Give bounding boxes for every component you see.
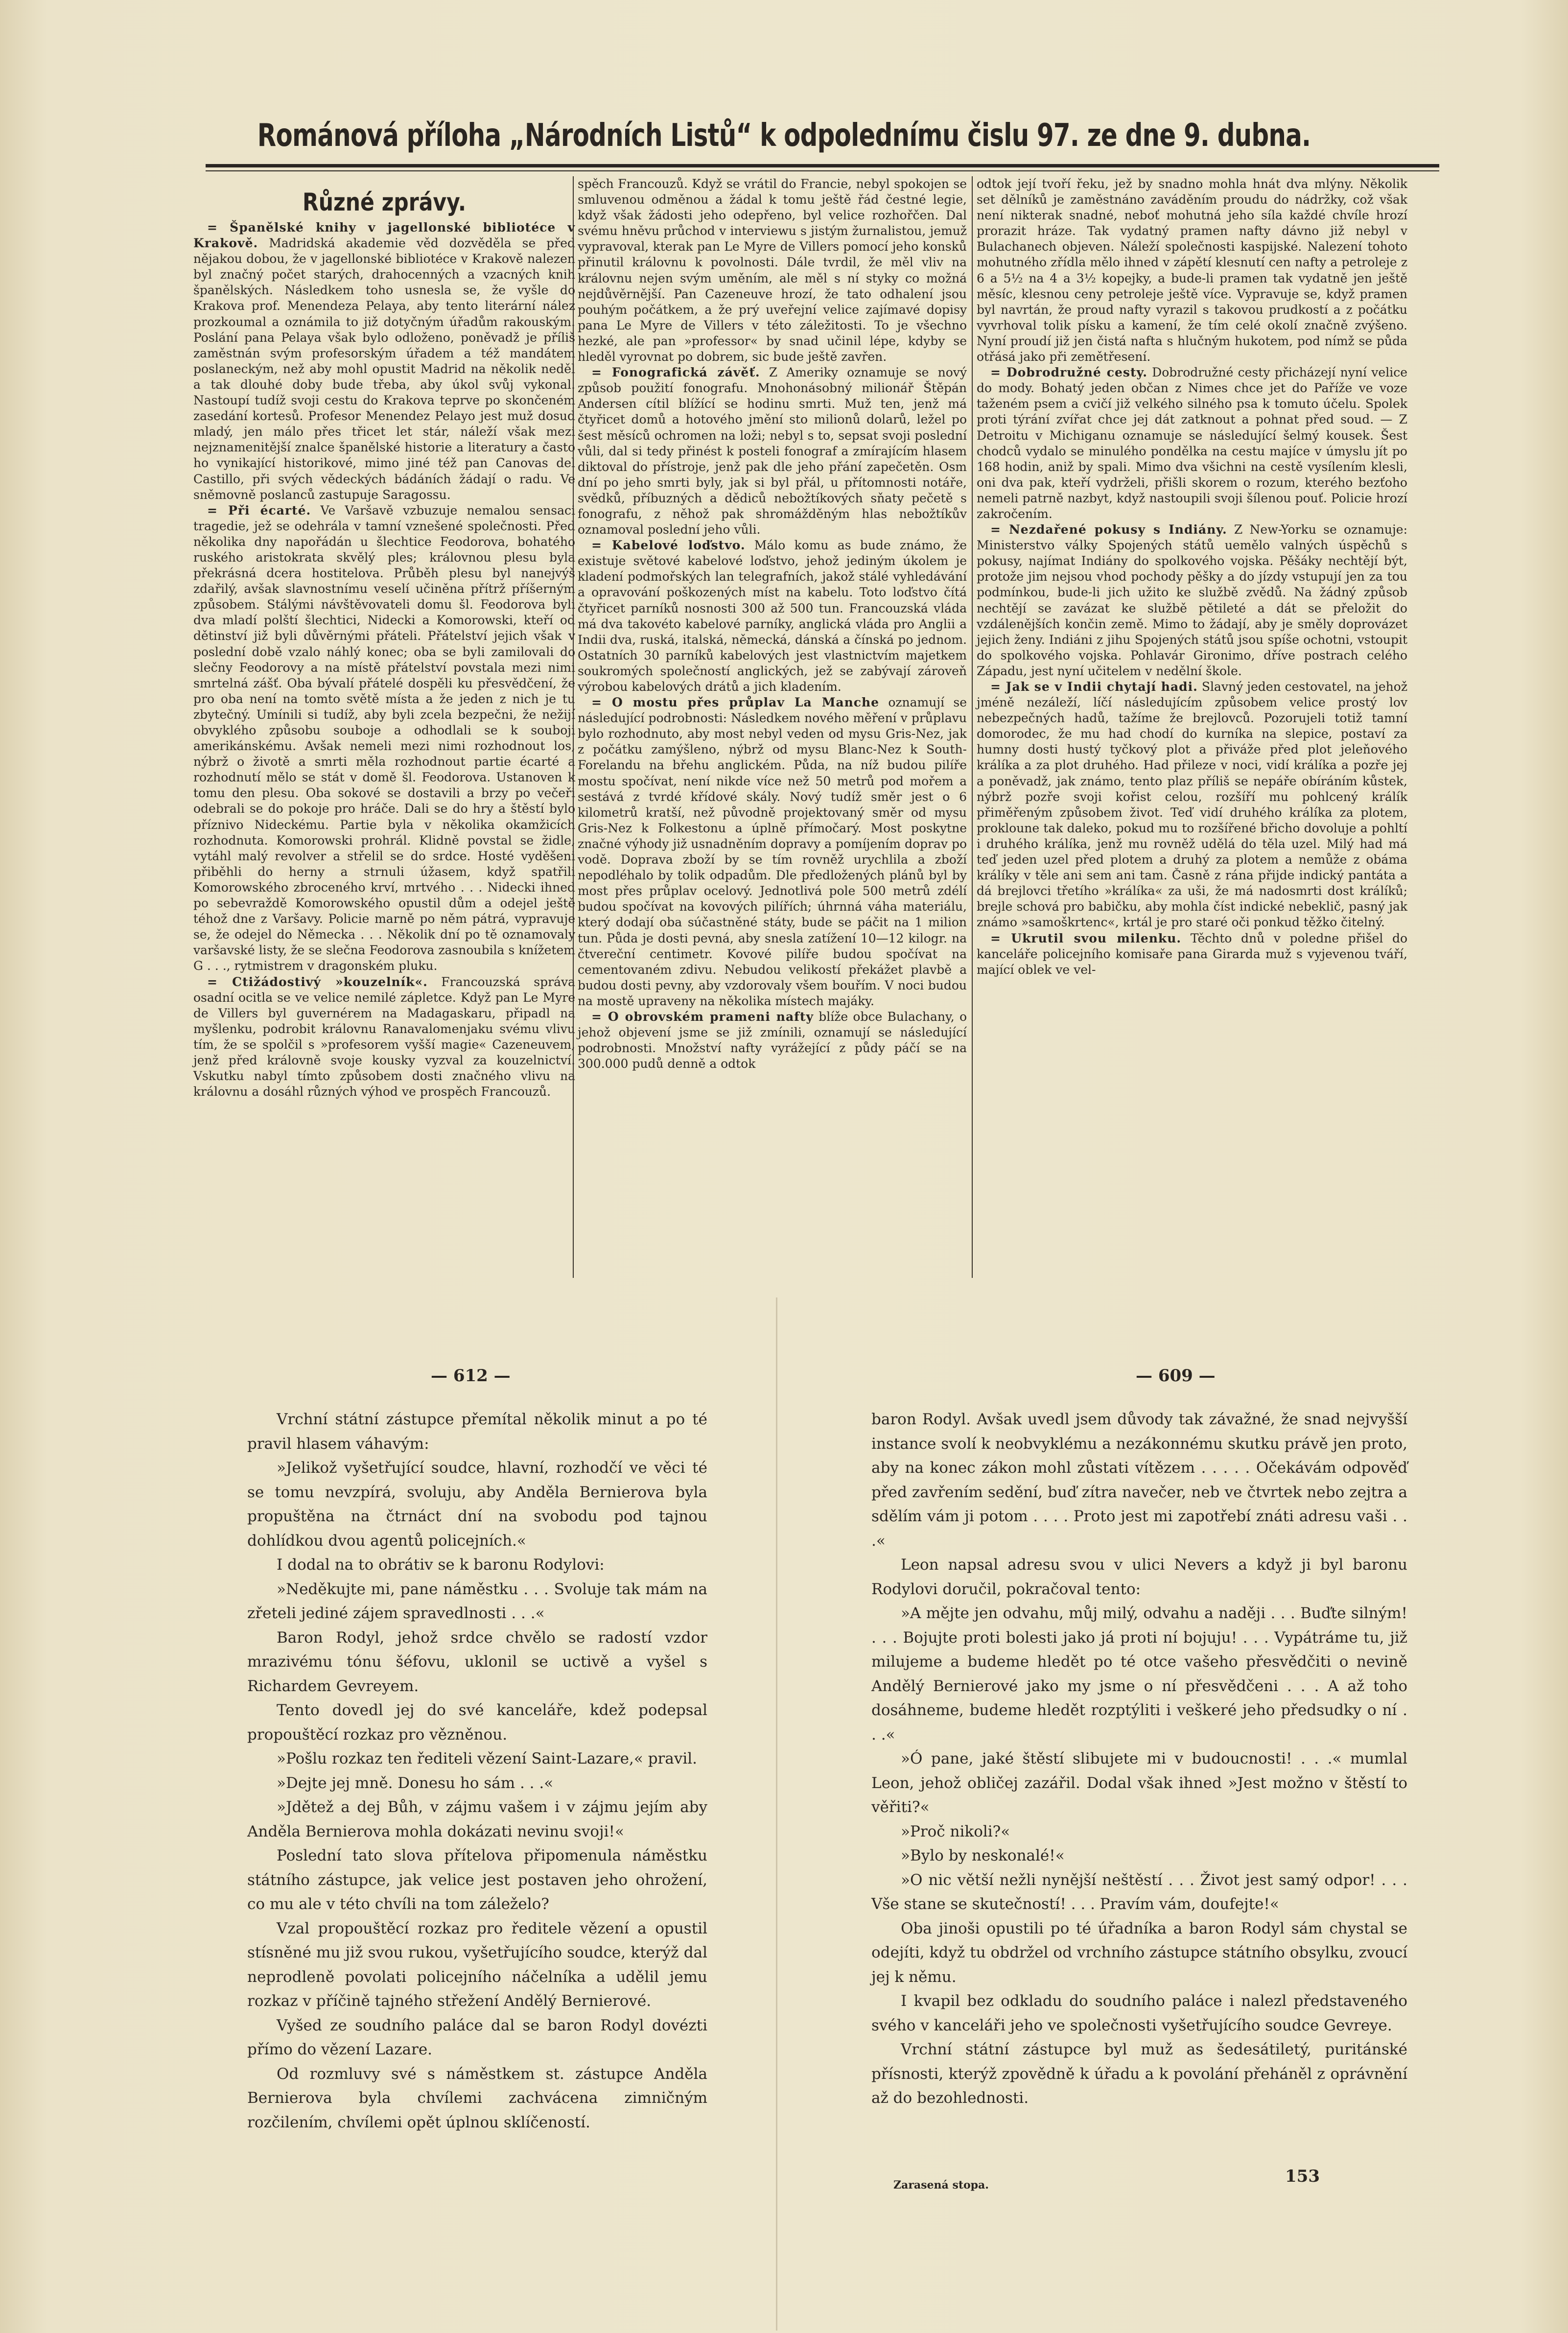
article-rubric: = Ukrutil svou milenku.: [990, 931, 1182, 945]
page-fold: [776, 1297, 777, 2331]
novel-paragraph: »Dejte jej mně. Donesu ho sám . . .«: [277, 1774, 554, 1792]
article-text: odtok její tvoří řeku, jež by snadno mohla hnát dva mlýny. Několik set dělníků je zaměstnáno zaváděním proudu do nádržky, což však není nikterak snadné, neboť mohutná jeho síla každé chvíle hrozí prorazit hráze. Tak vydatný pramen nafty dávno již nebyl v Bulachanech objeven. Náleží společnosti kaspijské. Nalezení tohoto mohutného zřídla mělo ihned v zápětí klesnutí cen nafty a petroleje z 6 a 5½ na 4 a 3½ kopejky, a bude-li pramen tak vydatně jen ještě měsíc, klesnou ceny petroleje ještě více. Vypravuje se, když pramen byl navrtán, že proud nafty vyrazil s takovou prudkostí a z počátku vyvrhoval tolik písku a kamení, že tím celé okolí značně zvýšeno. Nyní proudí již jen čistá nafta s hlučným hukotem, pod nímž se půda otřásá jako při zemětřesení.: [977, 177, 1407, 364]
novel-paragraph: »Neděkujte mi, pane náměstku . . . Svoluje tak mám na zřeteli jediné zájem spravedlnosti . . .«: [247, 1580, 707, 1622]
upper-column-2: [578, 176, 967, 1072]
page-header: Románová příloha „Národních Listů“ k odpolednímu čislu 97. ze dne 9. dubna.: [257, 118, 1311, 154]
novel-paragraph: I dodal na to obrátiv se k baronu Rodylovi:: [277, 1556, 605, 1574]
article: [193, 503, 575, 974]
novel-paragraph: Vzal propouštěcí rozkaz pro ředitele vězení a opustil stísněné mu již svou rukou, vyšetřujícího soudce, kterýž dal neprodleně povolati policejního náčelníka a udělil jemu rozkaz v příčině tajného střežení Andělý Bernierové.: [247, 1919, 707, 2010]
novel-paragraph: »Pošlu rozkaz ten řediteli vězení Saint-Lazare,« pravil.: [277, 1750, 698, 1767]
header-rule-thin: [206, 170, 1439, 171]
article-rubric: = Jak se v Indii chytají hadi.: [990, 680, 1198, 694]
page-number-left: — 612 —: [431, 1366, 511, 1386]
header-rule: [206, 164, 1439, 167]
article-text: blíže obce Bulachany, o jehož objevení jsme se již zmínili, oznamují se následující podrobnosti. Množství nafty vyrážející z půdy páčí se na 300.000 pudů denně a odtok: [578, 1009, 967, 1071]
novel-paragraph: »Ó pane, jaké štěstí slibujete mi v budoucnosti! . . .« mumlal Leon, jehož obličej zazářil. Dodal však ihned »Jest možno v štěstí to věřiti?«: [871, 1750, 1407, 1816]
novel-paragraph: Poslední tato slova přítelova připomenula náměstku státního zástupce, jak velice jest postaven jeho ohrožení, co mu ale v této chvíli na tom záleželo?: [247, 1847, 707, 1913]
article-text: Ve Varšavě vzbuzuje nemalou sensaci tragedie, jež se odehrála v tamní vznešené společnosti. Před několika dny napořádán u šlechtice Feodorova, bohatého ruského aristokrata skvělý ples; královnou plesu byla překrásná dcera hostitelova. Průběh plesu byl nanejvýš zdařilý, avšak slavnostnímu veselí učiněna přítrž příšerným způsobem. Stálými návštěvovateli domu šl. Feodorova byli dva mladí polští šlechtici, Nidecki a Komorowski, kteří od dětinství již byli důvěrnými přáteli. Přátelství jejich však v poslední době vzalo náhlý konec; oba se byli zamilovali do slečny Feodorovy a na místě přátelství povstala mezi nimi smrtelná zášť. Oba bývalí přátelé dospěli ku přesvědčení, že pro oba není na tomto světě místa a že jeden z nich je tu zbytečný. Umínili si tudíž, aby byli zcela bezpečni, že nežijí obvyklého způsobu souboje a odhodlali se k souboji amerikánskému. Avšak nemeli mezi nimi rozhodnout los, nýbrž o životě a smrti měla rozhodnout partie écarté a rozhodnutí mělo se stát v domě šl. Feodorova. Ustanoven k tomu den plesu. Oba sokové se dostavili a brzy po večeři odebrali se do pokoje pro hráče. Dali se do hry a štěstí bylo příznivo Nideckému. Partie byla v několika okamžicích rozhodnuta. Komorowski prohrál. Klidně povstal se židle, vytáhl malý revolver a střelil se do srdce. Hosté vyděšeni přiběhli do herny a strnuli úžasem, když spatřili Komorowského zbroceného krví, mrtvého . . . Nidecki ihned po sebevraždě Komorowského opustil dům a odejel ještě téhož dne z Varšavy. Policie marně po něm pátrá, vypravuje se, že odejel do Německa . . . Několik dní po tě oznamovaly varšavské listy, že se slečna Feodorova zasnoubila s knížetem G . . ., rytmistrem v dragonském pluku.: [193, 503, 575, 973]
article-text: Z New-Yorku se oznamuje: Ministerstvo války Spojených států uemělo valných úspěchů s pokusy, najímat Indiány do spolkového vojska. Pěšáky nechtějí být, protože jim nejsou vhod pochody pěšky a do jízdy vstupují jen za tou podmínkou, bude-li jich užito ke službě zvědů. Na žádný způsob nechtějí se zavázat ke službě pětileté a dát se přeložit do vzdálenějších končin země. Mimo to žádají, aby je směly doprovázet jejich ženy. Indiáni z jihu Spojených států jsou spíše ochotni, vstoupit do spolkového vojska. Pohlavár Gironimo, dříve postrach celého Západu, jest nyní učitelem v nedělní škole.: [977, 522, 1408, 678]
page-number-right: — 609 —: [1136, 1366, 1216, 1386]
column-divider: [972, 176, 973, 1278]
footer-note: Zarasená stopa.: [893, 2179, 989, 2192]
article-rubric: = Španělské knihy v jagellonské bibliotéce v Krakově.: [193, 220, 575, 251]
article: [578, 365, 967, 538]
article: [578, 1009, 967, 1072]
article: [977, 365, 1407, 522]
article-text: Málo komu as bude známo, že existuje světové kabelové loďstvo, jehož jediným úkolem je kladení podmořských lan telegrafních, jakož stálé vyhledávání a opravování poškozených míst na kabelu. Toto loďstvo čítá čtyřicet parníků nosnosti 300 až 500 tun. Francouzská vláda má dva takovéto kabelové parníky, anglická vláda pro Anglii a Indii dva, ruská, italská, německá, dánská a čínská po jednom. Ostatních 30 parníků kabelových jest vlastnictvím majetkem soukromých společností anglických, jež se zabývají zároveň výrobou kabelových drátů a jich kladením.: [578, 538, 967, 694]
novel-column-left: [247, 1408, 707, 2135]
article-text: oznamují se následující podrobnosti: Následkem nového měření v průplavu bylo rozhodnuto, aby most nebyl veden od mysu Gris-Nez, jak z počátku zamýšleno, nýbrž od mysu Blanc-Nez k South-Forelandu na břehu anglickém. Půda, na níž budou pilíře mostu spočívat, není nikde více než 50 metrů pod mořem a sestává z tvrdé křídové skály. Nový tudíž směr jest o 6 kilometrů kratší, než původně projektovaný směr od mysu Gris-Nez k Folkestonu a úplně přímočarý. Most poskytne značné výhody již usnadněním dopravy a pomíjením doprav po vodě. Doprava zboží by se tím rovněž urychlila a zboží nepodléhalo by tolik odpadům. Dle předložených plánů byl by most přes průplav ocelový. Jednotlivá pole 500 metrů zdélí budou spočívat na kovových pilířích; úhrnná váha materiálu, který dodají oba súčastněné státy, bude se páčit na 1 milion tun. Půda je dosti pevná, aby snesla zatížení 10—12 kilogr. na čtvereční centimetr. Kovové pilíře budou spočívat na cementovaném zdivu. Nebudou velikostí překážet plavbě a budou dosti pevny, aby vzdorovaly všem bouřím. V noci budou na mostě upraveny na několika místech majáky.: [578, 695, 967, 1008]
section-title: Různé zprávy.: [302, 188, 467, 216]
article-rubric: = Nezdařené pokusy s Indiány.: [990, 522, 1227, 537]
novel-paragraph: »A mějte jen odvahu, můj milý, odvahu a naději . . . Buďte silným! . . . Bojujte proti bolesti jako já proti ní bojuju! . . . Vypátráme tu, již milujeme a budeme hledět po té otce vašeho přesvědčiti o nevině Andělý Bernierové jako my jsme o ní přesvědčeni . . . A až toho dosáhneme, budeme hledět rozptýliti i veškeré jeho předsudky o ní . . .«: [871, 1604, 1407, 1744]
article-continued: [977, 176, 1407, 365]
article-rubric: = O obrovském prameni nafty: [591, 1009, 814, 1024]
article: [977, 522, 1407, 679]
article: [193, 220, 575, 503]
novel-paragraph: I kvapil bez odkladu do soudního paláce i nalezl představeného svého v kanceláři jeho ve společnosti vyšetřujícího soudce Gevreye.: [871, 1992, 1407, 2034]
article-rubric: = Fonografická závěť.: [591, 365, 760, 380]
article-rubric: = Dobrodružné cesty.: [990, 365, 1147, 380]
article-rubric: = O mostu přes průplav La Manche: [591, 695, 880, 710]
novel-paragraph: Od rozmluvy své s náměstkem st. zástupce Anděla Bernierova byla chvílemi zachvácena zimničným rozčilením, chvílemi opět úplnou sklíčeností.: [247, 2065, 707, 2131]
novel-paragraph: Vyšed ze soudního paláce dal se baron Rodyl dovézti přímo do vězení Lazare.: [247, 2016, 707, 2058]
novel-paragraph: Baron Rodyl, jehož srdce chvělo se radostí vzdor mrazivému tónu šéfovu, uklonil se uctivě a vyšel s Richardem Gevreyem.: [247, 1628, 707, 1695]
novel-paragraph: Leon napsal adresu svou v ulici Nevers a když ji byl baronu Rodylovi doručil, pokračoval tento:: [871, 1556, 1407, 1598]
novel-paragraph: »Proč nikoli?«: [901, 1822, 1010, 1840]
novel-column-right: [871, 1408, 1407, 2111]
novel-paragraph: Vrchní státní zástupce byl muž as šedesátiletý, puritánské přísnosti, kterýž zpovědně k úřadu a k povolání přeháněl z oprávnění až do bezohlednosti.: [871, 2041, 1407, 2107]
article-text: Dobrodružné cesty přicházejí nyní velice do mody. Bohatý jeden občan z Nimes chce jet do Paříže ve voze taženém psem a cvičí již velkého silného psa k tomuto účelu. Spolek proti týrání zvířat chce jej dát zatknout a pohnat před soud. — Z Detroitu v Michiganu oznamuje se následující šelmý kousek. Šest chodců vydalo se minulého pondělka na cestu majíce v úmyslu jít po 168 hodin, aniž by spali. Mimo dva všichni na cestě vysílením klesli, oni dva pak, kteří vydrželi, přišli skorem o rozum, kterého bezťoho nemeli patrně nazbyt, když nastoupili svoji šílenou pouť. Policie hrozí zakročením.: [977, 365, 1407, 521]
article: [193, 974, 575, 1100]
novel-paragraph: »Jdětež a dej Bůh, v zájmu vašem i v zájmu jejím aby Anděla Bernierova mohla dokázati nevinu svoji!«: [247, 1798, 707, 1840]
article: [578, 695, 967, 1009]
article: [977, 679, 1407, 931]
article-continued: [578, 176, 967, 365]
upper-column-1: [193, 189, 575, 1100]
article-text: Madridská akademie věd dozvěděla se před nějakou dobou, že v jagellonské bibliotéce v Krakově nalezen byl značný počet starých, drahocenných a vzacných knih španělských. Následkem toho usnesla se, že vyšle do Krakova prof. Menendeza Pelaya, aby tento literární nález prozkoumal a oznámila to již dotyčným úřadům rakouským. Poslání pana Pelaya však bylo odloženo, poněvadž je příliš zaměstnán svým profesorským úřadem a též mandátem poslaneckým, než aby mohl opustit Madrid na několik neděl a tak dlouhé doby bude třeba, aby úkol svůj vykonal. Nastoupí tudíž svoji cestu do Krakova teprve po skončeném zasedání kortesů. Profesor Menendez Pelayo jest muž dosud mladý, jen málo přes třicet let stár, náleží však mezi nejznamenitější znalce španělské historie a literatury a často ho vynikající historikové, mimo jiné též pan Canovas del Castillo, při svých vědeckých bádáních žádají o radu. Ve sněmovně poslanců zastupuje Saragossu.: [193, 236, 575, 502]
article-rubric: = Ctižádostivý »kouzelník«.: [207, 974, 428, 989]
article: [977, 931, 1407, 978]
upper-column-3: [977, 176, 1407, 978]
novel-paragraph: Oba jinoši opustili po té úřadníka a baron Rodyl sám chystal se odejíti, když tu obdržel od vrchního zástupce státního obsylku, zvoucí jej k němu.: [871, 1919, 1407, 1986]
article: [578, 538, 967, 695]
novel-paragraph: Tento dovedl jej do své kanceláře, kdež podepsal propouštěcí rozkaz pro vězněnou.: [247, 1701, 707, 1744]
article-text: Z Ameriky oznamuje se nový způsob použití fonografu. Mnohonásobný milionář Štěpán Andersen cítil blížící se hodinu smrti. Muž ten, jenž má čtyřicet domů a hotového jmění sto milionů dolarů, ležel po šest měsíců ochromen na loži; nebyl s to, sepsat svoji poslední vůli, dal si tedy přinést k posteli fonograf a zmírajícím hlasem diktoval do přístroje, jenž pak dle jeho přání zapečetěn. Osm dní po jeho smrti byly, jak si byl přál, u přítomnosti notáře, svědků, příbuzných a dědiců nebožtíkových sňaty pečetě s fonografu, z něhož pak shromážděným hlas nebožtíkův oznamoval poslední jeho vůli.: [578, 365, 967, 537]
novel-paragraph: baron Rodyl. Avšak uvedl jsem důvody tak závažné, že snad nejvyšší instance svolí k neobvyklému a nezákonnému skutku právě jen proto, aby na konec zákon mohl zůstati vítězem . . . . . Očekávám odpověď před zavřením sedění, buď zítra navečer, neb ve čtvrtek nebo zejtra a sdělím vám ji potom . . . . Proto jest mi zapotřebí znáti adresu vaši . . .«: [871, 1411, 1407, 1550]
novel-paragraph: »Jelikož vyšetřující soudce, hlavní, rozhodčí ve věci té se tomu nevzpírá, svoluju, aby Anděla Bernierova byla propuštěna na čtrnáct dní na svobodu pod tajnou dohlídkou dvou agentů policejních.«: [247, 1459, 707, 1550]
article-text: spěch Francouzů. Když se vrátil do Francie, nebyl spokojen se smluvenou odměnou a žádal k tomu ještě řád čestné legie, když však žádosti jeho odepřeno, byl velice rozhořčen. Dal svému hněvu průchod v interviewu s jistým žurnalistou, jemuž vypravoval, kterak pan Le Myre de Villers pomocí jeho konsků přinutil královnu k povolnosti. Dále tvrdil, že měl vliv na královnu nejen svým uměním, ale měl s ní styky co možná nejdůvěrnější. Pan Cazeneuve hrozí, že tato odhalení jsou pouhým počátkem, a že prý uveřejní velice zajímavé dopisy pana Le Myre de Villers v této záležitosti. To je všechno hezké, ale pan »professor« by snad učinil lépe, kdyby se hleděl vyrovnat po dobrem, sic bude ještě zavřen.: [578, 177, 967, 364]
article-rubric: = Při écarté.: [207, 503, 311, 518]
article-text: Slavný jeden cestovatel, na jehož jméně nezáleží, líčí následujícím způsobem velice prostý lov nebezpečných hadů, tažíme že brejlovců. Pozorujeli totiž tamní domorodec, že mu had chodí do kurníka na slepice, postaví za humny dosti hustý tyčkový plot a přiváže před plot jeleňového králíka a za plot druhého. Had přileze v noci, vidí králíka a pozře jej a poněvadž, jak známo, tento plaz příliš se nepáře obíráním kůstek, nýbrž pozře svoji kořist celou, rozšíří mu pohlcený králík přiměřeným způsobem život. Teď vidí druhého králíka za plotem, prokloune tak daleko, pokud mu to rozšířené břicho dovoluje a pohltí i druhého králíka, jenž mu rovněž udělá do těla uzel. Milý had má teď jeden uzel před plotem a druhý za plotem a nemůže z obáma králíky v těle ani sem ani tam. Časně z rána přijde indický pantáta a dá brejlovci třetího »králíka« za uši, že má nadosmrti dost králíků; brejle schová pro babičku, aby mohla číst indické nebeklič, pasný jak známo »samoškrtenc«, krtál je pro staré oči ponkud těžko čitelný.: [977, 680, 1408, 930]
article-text: Těchto dnů v poledne přišel do kanceláře policejního komisaře pana Girarda muž s vyjevenou tváří, mající oblek ve vel-: [977, 931, 1407, 977]
article-text: Francouzská správa osadní ocitla se ve velice nemilé zápletce. Když pan Le Myre de Villers byl guvernérem na Madagaskaru, připadl na myšlenku, podrobit královnu Ranavalomenjaku svému vlivu tím, že se spolčil s »profesorem vyšší magie« Cazeneuvem, jenž před královně svoje kousky vyzval za kouzelnictví. Vskutku nabyl tímto způsobem dosti značného vlivu na královnu a dosáhl různých výhod ve prospěch Francouzů.: [193, 974, 575, 1099]
novel-paragraph: »Bylo by neskonalé!«: [901, 1847, 1065, 1864]
article-rubric: = Kabelové loďstvo.: [591, 538, 746, 553]
novel-paragraph: Vrchní státní zástupce přemítal několik minut a po té pravil hlasem váhavým:: [247, 1411, 707, 1453]
footer-page-number: 153: [1285, 2167, 1320, 2186]
novel-paragraph: »O nic větší nežli nynější neštěstí . . . Život jest samý odpor! . . . Vše stane se skutečností! . . . Pravím vám, doufejte!«: [871, 1871, 1407, 1913]
